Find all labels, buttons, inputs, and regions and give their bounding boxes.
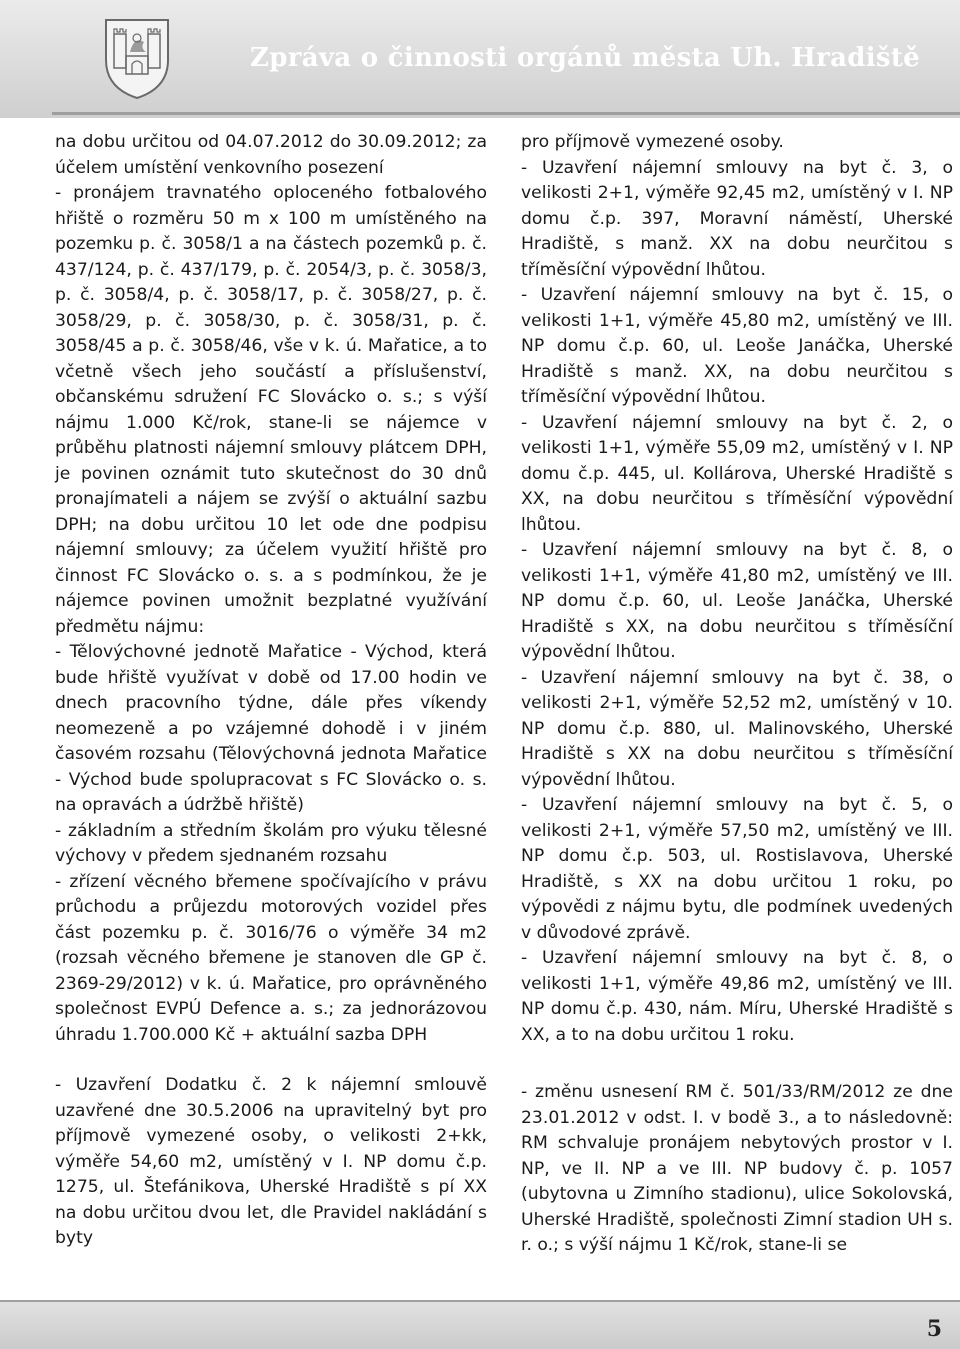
paragraph: - Uzavření nájemní smlouvy na byt č. 2, o velikosti 1+1, výměře 55,09 m2, umístěný v I. NP domu č.p. 445, ul. Kollárova, Uherské Hradiště s XX, na dobu neurčitou s tříměsíční výpovědní lhůtou. — [521, 412, 953, 535]
right-column — [521, 130, 953, 1259]
paragraph: pro příjmově vymezené osoby. — [521, 132, 784, 152]
paragraph: - zřízení věcného břemene spočívajícího v právu průchodu a průjezdu motorových vozidel přes část pozemku p. č. 3016/76 o výměře 34 m2 (rozsah věcného břemene je stanoven dle GP č. 2369-29/2012) v k. ú. Mařatice, pro oprávněného společnost EVPÚ Defence a. s.; za jednorázovou úhradu 1.700.000 Kč + aktuální sazba DPH — [55, 871, 487, 1045]
paragraph: - změnu usnesení RM č. 501/33/RM/2012 ze dne 23.01.2012 v odst. I. v bodě 3., a to následovně: RM schvaluje pronájem nebytových prostor v I. NP, ve II. NP a ve III. NP budovy č. p. 1057 (ubytovna u Zimního stadionu), ulice Sokolovská, Uherské Hradiště, společnosti Zimní stadion UH s. r. o.; s výší nájmu 1 Kč/rok, stane-li se — [521, 1082, 953, 1255]
document-header-title: Zpráva o činnosti orgánů města Uh. Hradiště — [250, 43, 920, 73]
coat-of-arms-icon — [100, 12, 174, 102]
paragraph: na dobu určitou od 04.07.2012 do 30.09.2012; za účelem umístění venkovního posezení — [55, 132, 487, 178]
paragraph: - Uzavření nájemní smlouvy na byt č. 15, o velikosti 1+1, výměře 45,80 m2, umístěný ve III. NP domu č.p. 60, ul. Leoše Janáčka, Uherské Hradiště s manž. XX, na dobu neurčitou s tříměsíční výpovědní lhůtou. — [521, 285, 953, 407]
header-banner — [0, 0, 960, 118]
paragraph: - Uzavření nájemní smlouvy na byt č. 8, o velikosti 1+1, výměře 49,86 m2, umístěný ve III. NP domu č.p. 430, nám. Míru, Uherské Hradiště s XX, a to na dobu určitou 1 roku. — [521, 948, 953, 1045]
footer-divider — [0, 1300, 960, 1302]
paragraph: - základním a středním školám pro výuku tělesné výchovy v předem sjednaném rozsahu — [55, 820, 487, 866]
paragraph: - pronájem travnatého oploceného fotbalového hřiště o rozměru 50 m x 100 m umístěného na pozemku p. č. 3058/1 a na částech pozemků p. č. 437/124, p. č. 437/179, p. č. 2054/3, p. č. 3058/3, p. č. 3058/4, p. č. 3058/17, p. č. 3058/27, p. č. 3058/29, p. č. 3058/30, p. č. 3058/31, p. č. 3058/45 a p. č. 3058/46, vše v k. ú. Mařatice, a to včetně všech jeho součástí a příslušenství, občanskému sdružení FC Slovácko o. s.; s výší nájmu 1.000 Kč/rok, stane-li se nájemce v průběhu platnosti nájemní smlouvy plátcem DPH, je povinen oznámit tuto skutečnost do 30 dnů pronajímateli a nájem se zvýší o aktuální sazbu DPH; na dobu určitou 10 let ode dne podpisu nájemní smlouvy; za účelem využití hřiště pro činnost FC Slovácko o. s. a s podmínkou, že je nájemce povinen umožnit bezplatné využívání předmětu nájmu: — [55, 183, 487, 637]
left-column — [55, 130, 487, 1252]
paragraph: - Uzavření nájemní smlouvy na byt č. 8, o velikosti 1+1, výměře 41,80 m2, umístěný ve III. NP domu č.p. 60, ul. Leoše Janáčka, Uherské Hradiště s XX, na dobu neurčitou s tříměsíční výpovědní lhůtou. — [521, 540, 953, 662]
paragraph: - Tělovýchovné jednotě Mařatice - Východ, která bude hřiště využívat v době od 17.00 hodin ve dnech pracovního týdne, dále přes víkendy neomezeně a po vzájemné dohodě i v jiném časovém rozsahu (Tělovýchovná jednota Mařatice - Východ bude spolupracovat s FC Slovácko o. s. na opravách a údržbě hřiště) — [55, 642, 487, 815]
footer-bar — [0, 1300, 960, 1349]
page-number: 5 — [926, 1316, 942, 1342]
paragraph: - Uzavření nájemní smlouvy na byt č. 3, o velikosti 2+1, výměře 92,45 m2, umístěný v I. NP domu č.p. 397, Moravní náměstí, Uherské Hradiště, s manž. XX na dobu neurčitou s tříměsíční výpovědní lhůtou. — [521, 157, 953, 280]
paragraph: - Uzavření nájemní smlouvy na byt č. 5, o velikosti 2+1, výměře 57,50 m2, umístěný ve III. NP domu č.p. 503, ul. Rostislavova, Uherské Hradiště, s XX na dobu určitou 1 roku, po výpovědi z nájmu bytu, dle podmínek uvedených v důvodové zprávě. — [521, 795, 953, 943]
paragraph: - Uzavření nájemní smlouvy na byt č. 38, o velikosti 2+1, výměře 52,52 m2, umístěný v 10. NP domu č.p. 880, ul. Malinovského, Uherské Hradiště s XX na dobu neurčitou s tříměsíční výpovědní lhůtou. — [521, 667, 953, 790]
header-divider — [52, 112, 960, 115]
paragraph: - Uzavření Dodatku č. 2 k nájemní smlouvě uzavřené dne 30.5.2006 na upravitelný byt pro příjmově vymezené osoby, o velikosti 2+kk, výměře 54,60 m2, umístěný v I. NP domu č.p. 1275, ul. Štefánikova, Uherské Hradiště s pí XX na dobu určitou dvou let, dle Pravidel nakládání s byty — [55, 1075, 487, 1248]
